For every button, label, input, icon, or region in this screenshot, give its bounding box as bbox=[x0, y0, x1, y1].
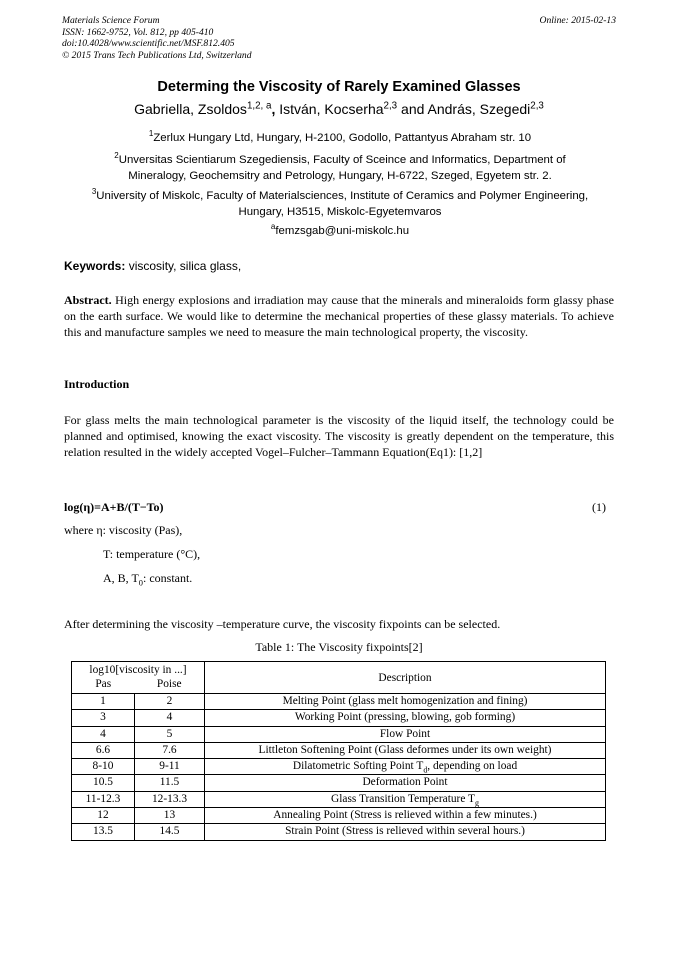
affiliation-1 bbox=[90, 131, 590, 147]
author-2-affil: 2,3 bbox=[383, 100, 398, 112]
affiliation-3 bbox=[90, 189, 590, 220]
cell-pas: 8-10 bbox=[72, 759, 135, 775]
cell-description bbox=[205, 775, 606, 791]
doi-line: doi:10.4028/www.scientific.net/MSF.812.405 bbox=[62, 38, 235, 49]
where-line-3-subscript: 0 bbox=[138, 578, 143, 588]
author-separator: , bbox=[271, 101, 280, 117]
cell-poise: 5 bbox=[135, 726, 205, 742]
where-line-3 bbox=[103, 571, 192, 586]
description-text: Working Point (pressing, blowing, gob forming) bbox=[294, 711, 516, 724]
description-text: Annealing Point (Stress is relieved within a few minutes.) bbox=[273, 809, 537, 822]
cell-poise: 2 bbox=[135, 694, 205, 710]
email-text: femzsgab@uni-miskolc.hu bbox=[275, 225, 410, 237]
table-row bbox=[72, 775, 606, 791]
cell-poise: 13 bbox=[135, 808, 205, 824]
cell-pas: 12 bbox=[72, 808, 135, 824]
cell-description bbox=[205, 742, 606, 758]
viscosity-fixpoints-table bbox=[71, 661, 606, 841]
description-text: Flow Point bbox=[379, 727, 431, 740]
cell-pas: 13.5 bbox=[72, 824, 135, 840]
description-text: Glass Transition Temperature T bbox=[331, 792, 475, 805]
equation-1 bbox=[64, 500, 606, 515]
cell-poise: 11.5 bbox=[135, 775, 205, 791]
table-caption: Table 1: The Viscosity fixpoints[2] bbox=[255, 640, 423, 654]
equation-number: (1) bbox=[592, 500, 606, 514]
cell-description bbox=[205, 808, 606, 824]
online-date: Online: 2015-02-13 bbox=[539, 15, 616, 26]
issn-line: ISSN: 1662-9752, Vol. 812, pp 405-410 bbox=[62, 26, 214, 38]
table-row bbox=[72, 759, 606, 775]
table-row bbox=[72, 808, 606, 824]
keywords-label: Keywords: bbox=[64, 259, 126, 273]
affiliation-2 bbox=[90, 153, 590, 184]
author-3-affil: 2,3 bbox=[530, 100, 544, 112]
table-row bbox=[72, 791, 606, 807]
author-1-affil: 1,2, a bbox=[246, 100, 272, 112]
affiliation-marker: 1 bbox=[148, 129, 154, 139]
where-line-2: T: temperature (°C), bbox=[103, 547, 201, 561]
cell-description bbox=[205, 710, 606, 726]
keywords bbox=[64, 259, 241, 273]
cell-poise: 14.5 bbox=[135, 824, 205, 840]
affiliation-text: University of Miskolc, Faculty of Materialsciences, Institute of Ceramics and Polymer Engineering, Hungary, H3515, Miskolc-Egyetemvaros bbox=[96, 190, 589, 218]
cell-poise: 9-11 bbox=[135, 759, 205, 775]
description-text: Deformation Point bbox=[362, 776, 448, 789]
cell-pas: 4 bbox=[72, 726, 135, 742]
where-line-3-tail: : constant. bbox=[142, 571, 193, 585]
section-heading-introduction: Introduction bbox=[64, 377, 130, 391]
table-row bbox=[72, 824, 606, 840]
author-1: Gabriella, Zsoldos bbox=[134, 101, 247, 117]
description-text: Strain Point (Stress is relieved within several hours.) bbox=[285, 825, 525, 838]
table-header-poise: Poise bbox=[135, 677, 205, 694]
cell-poise: 4 bbox=[135, 710, 205, 726]
introduction-paragraph: For glass melts the main technological parameter is the viscosity of the liquid itself, the technology could be planned and optimised, knowing the exact viscosity. The viscosity is greatly dependent on the temperature, this relation resulted in the widely accepted Vogel–Fulcher–Tammann Equation(Eq1): [1,2] bbox=[64, 413, 614, 460]
journal-name: Materials Science Forum bbox=[62, 15, 160, 26]
cell-description bbox=[205, 694, 606, 710]
description-text: Melting Point (glass melt homogenization and fining) bbox=[282, 695, 528, 707]
author-2: István, Kocserha bbox=[279, 101, 384, 117]
table-row bbox=[72, 726, 606, 742]
copyright-line: © 2015 Trans Tech Publications Ltd, Switzerland bbox=[62, 49, 252, 61]
fixpoint-intro-text: After determining the viscosity –temperature curve, the viscosity fixpoints can be selected. bbox=[64, 617, 501, 631]
cell-pas: 1 bbox=[72, 694, 135, 710]
table-header-pas: Pas bbox=[72, 677, 135, 694]
journal-header bbox=[62, 15, 616, 61]
author-3: András, Szegedi bbox=[427, 101, 531, 117]
cell-poise: 7.6 bbox=[135, 742, 205, 758]
abstract-label: Abstract. bbox=[64, 293, 112, 307]
author-list bbox=[0, 101, 678, 117]
where-line-3-text: A, B, T bbox=[103, 571, 139, 585]
cell-pas: 10.5 bbox=[72, 775, 135, 791]
table-row bbox=[72, 710, 606, 726]
cell-pas: 11-12.3 bbox=[72, 791, 135, 807]
description-subscript: g bbox=[475, 798, 479, 808]
paper-title: Determing the Viscosity of Rarely Examined Glasses bbox=[157, 79, 521, 95]
cell-pas: 6.6 bbox=[72, 742, 135, 758]
description-subscript: d bbox=[423, 765, 428, 775]
abstract-text: High energy explosions and irradiation may cause that the minerals and mineraloids form glassy phase on the earth surface. We would like to determine the mechanical properties of these glassy materials. To achieve this and manufacture samples we need to measure the main technological property, the viscosity. bbox=[64, 293, 614, 340]
cell-description bbox=[205, 726, 606, 742]
affiliation-text: Zerlux Hungary Ltd, Hungary, H-2100, Godollo, Pattantyus Abraham str. 10 bbox=[153, 132, 532, 144]
table-header-group: log10[viscosity in ...] bbox=[72, 662, 205, 678]
cell-poise: 12-13.3 bbox=[135, 791, 205, 807]
where-line-1: where η: viscosity (Pas), bbox=[64, 523, 183, 537]
equation-formula: log(η)=A+B/(T−To) bbox=[64, 500, 164, 514]
description-text: Dilatometric Softing Point T bbox=[292, 760, 424, 773]
author-email bbox=[90, 224, 590, 240]
affiliation-marker: 3 bbox=[91, 187, 97, 197]
description-text: Littleton Softening Point (Glass deformes under its own weight) bbox=[258, 743, 552, 756]
table-header-description: Description bbox=[205, 662, 606, 694]
abstract bbox=[64, 292, 614, 341]
author-separator: and bbox=[397, 101, 428, 117]
cell-pas: 3 bbox=[72, 710, 135, 726]
keywords-text: viscosity, silica glass, bbox=[125, 259, 242, 273]
table-row bbox=[72, 694, 606, 710]
affiliation-marker: 2 bbox=[114, 151, 119, 161]
affiliation-marker: a bbox=[270, 222, 276, 232]
cell-description bbox=[205, 759, 606, 775]
affiliation-text: Unversitas Scientiarum Szegediensis, Faculty of Sceince and Informatics, Department of Mineralogy, Geochemsitry and Petrology, Hungary, H-6722, Szeged, Egyetem str. 2. bbox=[118, 154, 566, 182]
cell-description bbox=[205, 791, 606, 807]
description-tail: , depending on load bbox=[427, 760, 518, 773]
table-row bbox=[72, 742, 606, 758]
cell-description bbox=[205, 824, 606, 840]
